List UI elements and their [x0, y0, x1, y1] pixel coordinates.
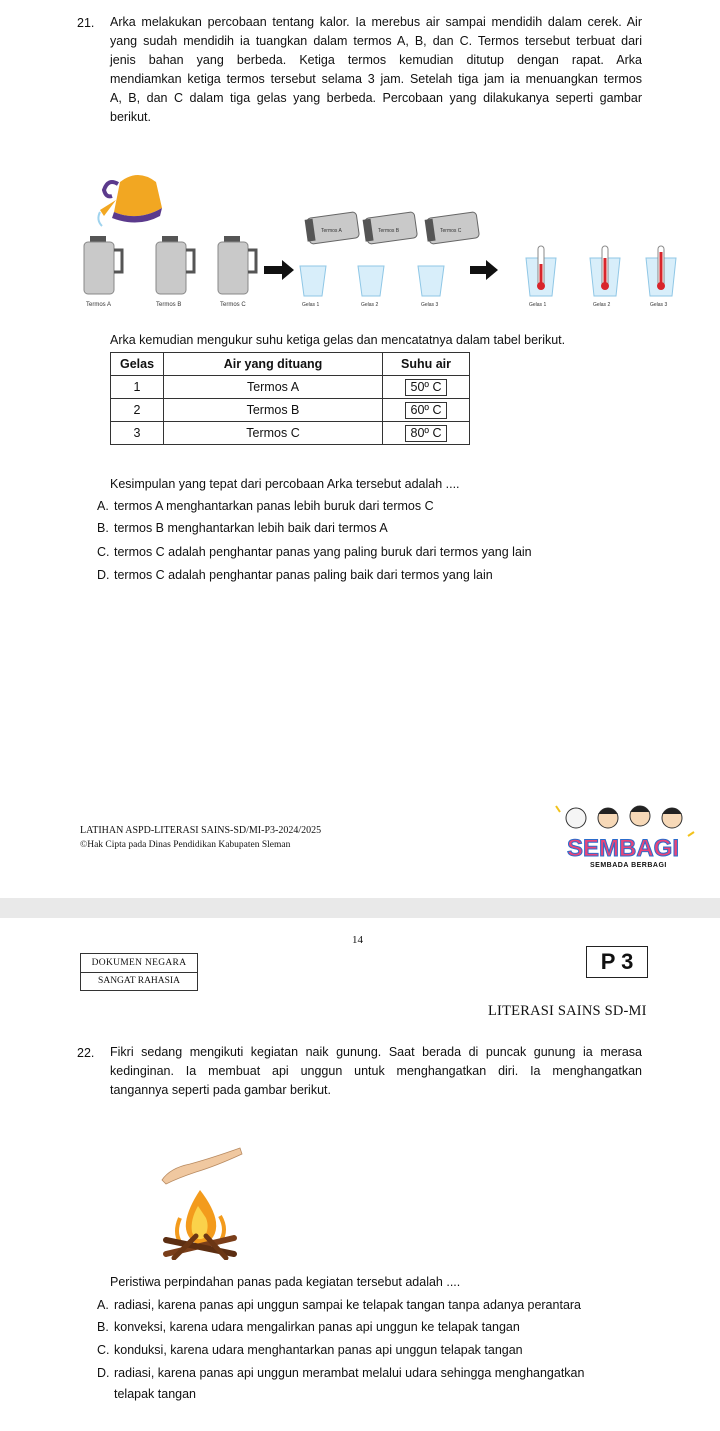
table-cell — [383, 399, 470, 422]
q21-line-3: jenis bahan yang berbeda. Ketiga termos kemudian ditutup dengan rapat. Arka — [110, 53, 642, 67]
sembagi-logo — [548, 800, 698, 864]
glass-thermo-label-3: Gelas 3 — [650, 302, 668, 308]
packet-code-box: P 3 — [586, 946, 648, 978]
option-letter: D. — [97, 1366, 110, 1380]
experiment-figure — [78, 160, 698, 310]
q21-line-6: berikut. — [110, 110, 151, 124]
pour-label-b: Termos B — [378, 228, 400, 234]
table-cell: 1 — [111, 376, 164, 399]
footer-copyright: ©Hak Cipta pada Dinas Pendidikan Kabupaten Sleman — [80, 840, 291, 850]
option-text: termos B menghantarkan lebih baik dari termos A — [114, 521, 388, 535]
option-text: konveksi, karena udara mengalirkan panas api unggun ke telapak tangan — [114, 1320, 520, 1334]
option-letter: A. — [97, 499, 109, 513]
option-a[interactable] — [97, 1296, 581, 1315]
temperature-table — [110, 352, 470, 445]
table-cell: Termos C — [164, 422, 383, 445]
table-row — [111, 422, 470, 445]
table-cell: 2 — [111, 399, 164, 422]
option-letter: A. — [97, 1298, 109, 1312]
page-separator — [0, 898, 720, 918]
glass-thermometer-3-icon — [646, 246, 676, 296]
table-cell — [383, 422, 470, 445]
table-header-row — [111, 353, 470, 376]
footer-title: LATIHAN ASPD-LITERASI SAINS-SD/MI-P3-2024/2025 — [80, 825, 322, 836]
option-a[interactable] — [97, 497, 434, 516]
option-letter: B. — [97, 521, 109, 535]
temperature-value: 80º C — [405, 425, 448, 442]
option-text: termos A menghantarkan panas lebih buruk dari termos C — [114, 499, 434, 513]
question-21-text — [110, 13, 642, 127]
pour-label-c: Termos C — [440, 228, 462, 234]
question-21-number: 21. — [77, 16, 95, 30]
option-c[interactable] — [97, 1341, 523, 1360]
arrow-right-icon — [470, 260, 498, 280]
logo-subtitle: SEMBADA BERBAGI — [590, 862, 667, 869]
thermos-label-a: Termos A — [86, 302, 112, 308]
glass-label-2: Gelas 2 — [361, 302, 379, 308]
option-c[interactable] — [97, 543, 532, 562]
option-text: radiasi, karena panas api unggun merambat melalui udara sehingga menghangatkan — [114, 1366, 585, 1380]
table-cell: Termos B — [164, 399, 383, 422]
glass-3-icon — [418, 266, 444, 296]
q22-line-1: Fikri sedang mengikuti kegiatan naik gunung. Saat berada di puncak gunung ia merasa — [110, 1045, 642, 1059]
children-avatars-icon — [556, 806, 694, 836]
arrow-right-icon — [264, 260, 294, 280]
pour-label-a: Termos A — [321, 228, 342, 234]
temperature-value: 50º C — [405, 379, 448, 396]
document-classification-box — [80, 953, 198, 991]
glass-thermo-label-2: Gelas 2 — [593, 302, 611, 308]
q21-line-2: yang sudah mendidih ia tuangkan dalam termos A, B, dan C. Termos tersebut terbuat dari — [110, 34, 642, 48]
glass-2-icon — [358, 266, 384, 296]
logo-text: SEMBAGI — [566, 835, 680, 862]
q21-line-1: Arka melakukan percobaan tentang kalor. Ia merebus air sampai mendidih dalam cerek. Air — [110, 15, 642, 29]
q22-line-2: kedinginan. Ia membuat api unggun untuk menghangatkan diri. Ia menghangatkan — [110, 1064, 642, 1078]
document-classification-line1: DOKUMEN NEGARA — [81, 954, 197, 973]
glass-1-icon — [300, 266, 326, 296]
table-header-cell: Air yang dituang — [164, 353, 383, 376]
table-cell — [383, 376, 470, 399]
q22-line-3: tangannya seperti pada gambar berikut. — [110, 1083, 331, 1097]
thermos-label-b: Termos B — [156, 302, 182, 308]
glass-thermometer-1-icon — [526, 246, 556, 296]
question-22-text — [110, 1043, 642, 1100]
option-letter: C. — [97, 545, 110, 559]
document-classification-line2: SANGAT RAHASIA — [98, 976, 180, 986]
subject-title: LITERASI SAINS SD-MI — [488, 1003, 647, 1019]
option-b[interactable] — [97, 519, 388, 538]
glass-label-1: Gelas 1 — [302, 302, 320, 308]
q21-line-5: A, B, dan C dalam tiga gelas yang berbeda. Percobaan yang dilakukanya seperti gambar — [110, 91, 642, 105]
option-text: termos C adalah penghantar panas paling baik dari termos yang lain — [114, 568, 493, 582]
table-header-cell: Suhu air — [383, 353, 470, 376]
question-21-prompt: Kesimpulan yang tepat dari percobaan Arka tersebut adalah .... — [110, 477, 460, 491]
temperature-value: 60º C — [405, 402, 448, 419]
thermos-b-icon — [156, 236, 194, 294]
q21-line-4: mendiamkan ketiga termos tersebut selama 3 jam. Setelah tiga jam ia menuangkan termos — [110, 72, 642, 86]
campfire-hand-figure — [150, 1142, 250, 1260]
option-text: konduksi, karena udara menghantarkan panas api unggun telapak tangan — [114, 1343, 523, 1357]
option-b[interactable] — [97, 1318, 520, 1337]
option-letter: D. — [97, 568, 110, 582]
table-row — [111, 376, 470, 399]
table-cell: 3 — [111, 422, 164, 445]
thermos-label-c: Termos C — [220, 302, 246, 308]
option-text: radiasi, karena panas api unggun sampai ke telapak tangan tanpa adanya perantara — [114, 1298, 582, 1312]
table-row — [111, 399, 470, 422]
option-letter: B. — [97, 1320, 109, 1334]
table-intro: Arka kemudian mengukur suhu ketiga gelas dan mencatatnya dalam tabel berikut. — [110, 333, 566, 347]
campfire-icon — [166, 1190, 234, 1258]
hand-icon — [162, 1148, 242, 1184]
thermos-a-icon — [84, 236, 122, 294]
table-cell: Termos A — [164, 376, 383, 399]
option-d-continuation: telapak tangan — [114, 1387, 197, 1401]
table-header-cell: Gelas — [111, 353, 164, 376]
option-letter: C. — [97, 1343, 110, 1357]
page-number: 14 — [352, 934, 363, 946]
option-d[interactable] — [97, 566, 493, 585]
glass-thermometer-2-icon — [590, 246, 620, 296]
option-text: termos C adalah penghantar panas yang paling buruk dari termos yang lain — [114, 545, 532, 559]
thermos-c-icon — [218, 236, 256, 294]
question-22-prompt: Peristiwa perpindahan panas pada kegiatan tersebut adalah .... — [110, 1275, 461, 1289]
question-22-number: 22. — [77, 1046, 95, 1060]
glass-thermo-label-1: Gelas 1 — [529, 302, 547, 308]
option-d[interactable] — [97, 1364, 584, 1383]
kettle-icon — [98, 175, 162, 226]
glass-label-3: Gelas 3 — [421, 302, 439, 308]
